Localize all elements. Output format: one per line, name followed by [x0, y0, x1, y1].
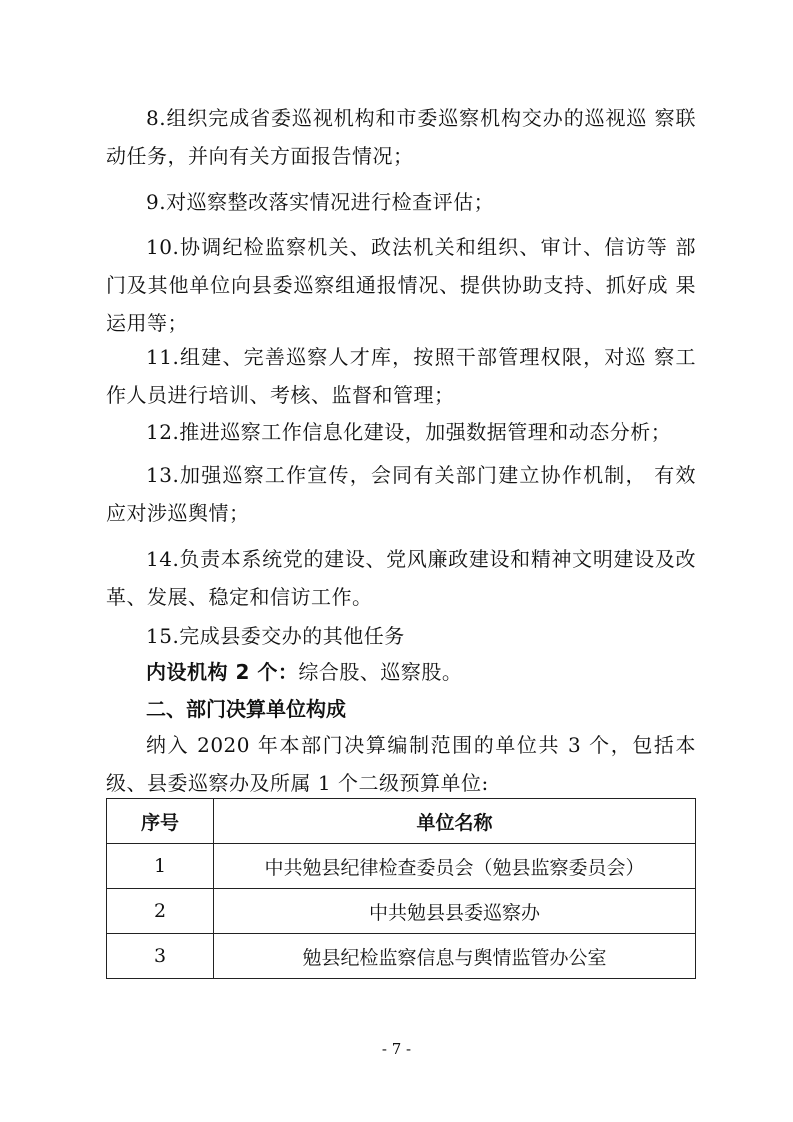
page-number: - 7 -	[381, 1040, 412, 1058]
table-row	[107, 889, 696, 934]
header-unit-name: 单位名称	[214, 799, 696, 844]
table-row	[107, 934, 696, 979]
internal-structure-label: 内设机构 2 个：	[146, 660, 299, 684]
paragraph-item-8: 8.组织完成省委巡视机构和市委巡察机构交办的巡视巡 察联动任务，并向有关方面报告情况；	[106, 106, 696, 168]
paragraph-item-10: 10.协调纪检监察机关、政法机关和组织、审计、信访等 部门及其他单位向县委巡察组通报情况、提供协助支持、抓好成 果运用等；	[106, 235, 696, 335]
paragraph-item-13: 13.加强巡察工作宣传，会同有关部门建立协作机制， 有效应对涉巡舆情；	[106, 463, 696, 525]
table-header-row	[107, 799, 696, 844]
paragraph-item-9: 9.对巡察整改落实情况进行检查评估；	[146, 190, 495, 214]
paragraph-item-11: 11.组建、完善巡察人才库，按照干部管理权限，对巡 察工作人员进行培训、考核、监督和管理；	[106, 345, 696, 407]
paragraph-item-14: 14.负责本系统党的建设、党风廉政建设和精神文明建设及改革、发展、稳定和信访工作。	[106, 547, 696, 609]
unit-table	[106, 798, 696, 979]
cell-unit-name: 中共勉县纪律检查委员会（勉县监察委员会）	[214, 844, 696, 889]
intro-paragraph: 纳入 2020 年本部门决算编制范围的单位共 3 个，包括本级、县委巡察办及所属 1 个二级预算单位:	[106, 733, 696, 795]
cell-unit-name: 勉县纪检监察信息与舆情监管办公室	[214, 934, 696, 979]
header-serial: 序号	[107, 799, 214, 844]
paragraph-item-12: 12.推进巡察工作信息化建设，加强数据管理和动态分析；	[146, 420, 672, 444]
internal-structure-text: 综合股、巡察股。	[298, 660, 463, 684]
cell-unit-name: 中共勉县县委巡察办	[214, 889, 696, 934]
cell-serial: 2	[107, 889, 214, 934]
cell-serial: 3	[107, 934, 214, 979]
internal-structure-line	[106, 653, 696, 691]
table-row	[107, 844, 696, 889]
paragraph-item-15: 15.完成县委交办的其他任务	[146, 624, 405, 648]
cell-serial: 1	[107, 844, 214, 889]
section-heading: 二、部门决算单位构成	[146, 697, 346, 721]
